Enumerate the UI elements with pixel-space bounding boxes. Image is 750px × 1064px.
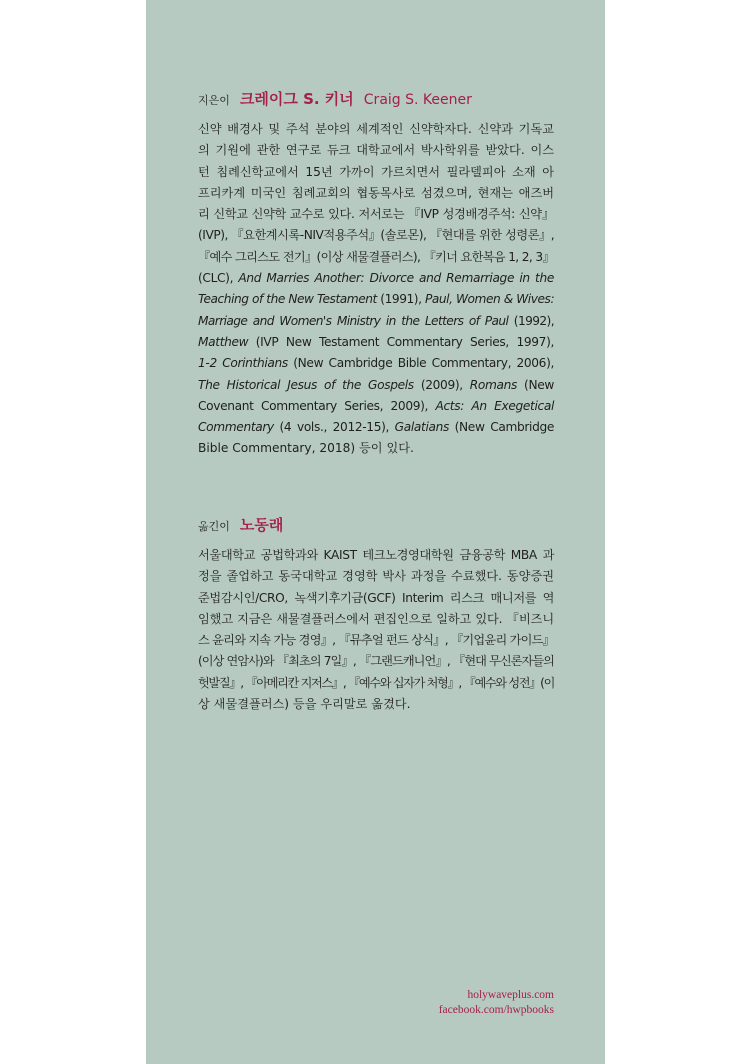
bio-text: (IVP New Testament Commentary Series, 1997), [248, 334, 554, 349]
book-title: 1-2 Corinthians [198, 356, 288, 371]
bio-text: (2009), [413, 377, 470, 392]
translator-bio [198, 545, 554, 715]
book-title: Teaching of the New Testament [198, 292, 377, 307]
bio-line: 임했고 지금은 새물결플러스에서 편집인으로 일하고 있다. 『비즈니 [198, 611, 554, 626]
translator-section [198, 514, 554, 715]
author-role-label: 지은이 [198, 94, 230, 107]
author-name-english: Craig S. Keener [363, 92, 472, 108]
bio-line: 헛발질』, 『아메리칸 지저스』, 『예수와 십자가 처형』, 『예수와 성전』(이 [198, 675, 554, 690]
author-heading [198, 88, 554, 109]
bio-text: (1991), [376, 292, 425, 307]
author-section [198, 88, 554, 460]
book-title: Galatians [394, 420, 449, 435]
bio-line: 스 윤리와 지속 가능 경영』, 『뮤추얼 펀드 상식』, 『기업윤리 가이드』 [198, 633, 555, 648]
translator-heading [198, 514, 554, 535]
book-title: Paul, Women & Wives: [424, 292, 555, 307]
bio-line: 정을 졸업하고 동국대학교 경영학 박사 과정을 수료했다. 동양증권 [198, 569, 554, 584]
bio-line: (IVP), 『요한계시록-NIV적용주석』(솔로몬), 『현대를 위한 성령론』, [198, 228, 555, 243]
bio-line [198, 353, 554, 374]
bio-line: 준법감시인/CRO, 녹색기후기금(GCF) Interim 리스크 매니저를 역 [198, 590, 554, 605]
bio-line [198, 332, 554, 353]
book-title: Matthew [198, 334, 249, 349]
bio-line: (이상 연암사)와 『최초의 7일』, 『그랜드캐니언』, 『현대 무신론자들의 [198, 654, 554, 669]
bio-line [198, 268, 554, 289]
bio-text: Covenant Commentary Series, 2009), [198, 398, 436, 413]
bio-line [198, 375, 554, 396]
author-bio [198, 119, 554, 460]
book-title: The Historical Jesus of the Gospels [198, 377, 414, 392]
bio-line [198, 417, 554, 438]
bio-text: (New Cambridge Bible Commentary, 2006), [287, 356, 554, 371]
book-title: Romans [469, 377, 518, 392]
bio-line: 『예수 그리스도 전기』(이상 새물결플러스), 『키너 요한복음 1, 2, 3』 [198, 249, 554, 264]
book-title: Acts: An Exegetical [435, 398, 554, 413]
book-title: Commentary [198, 420, 274, 435]
bio-line: 신약 배경사 및 주석 분야의 세계적인 신약학자다. 신약과 기독교 [198, 122, 554, 136]
bio-line: 턴 침례신학교에서 15년 가까이 가르치면서 필라델피아 소재 아 [198, 164, 554, 179]
bio-text: (New Cambridge [449, 420, 554, 435]
facebook-link[interactable]: facebook.com/hwpbooks [438, 1004, 554, 1016]
bio-line: 의 기원에 관한 연구로 듀크 대학교에서 박사학위를 받았다. 이스 [198, 143, 554, 158]
author-name-korean: 크레이그 S. 키너 [239, 90, 354, 108]
bio-text: (New [517, 377, 554, 392]
publisher-links [439, 988, 554, 1018]
translator-name-korean: 노동래 [239, 516, 284, 534]
bio-line: 프리카계 미국인 침례교회의 협동목사로 섬겼으며, 현재는 애즈버 [198, 185, 554, 200]
bio-line: 상 새물결플러스) 등을 우리말로 옮겼다. [198, 697, 411, 712]
bio-line: 리 신학교 신약학 교수로 있다. 저서로는 『IVP 성경배경주석: 신약』 [198, 207, 554, 222]
bio-line: Bible Commentary, 2018) 등이 있다. [198, 441, 414, 456]
bio-text: (4 vols., 2012-15), [273, 420, 395, 435]
translator-role-label: 옮긴이 [198, 520, 230, 533]
bio-text: (1992), [508, 313, 554, 328]
website-link[interactable]: holywaveplus.com [467, 989, 554, 1001]
bio-text: (CLC), [198, 271, 239, 286]
bio-line [198, 311, 554, 332]
book-title: Marriage and Women's Ministry in the Letters of Paul [198, 313, 509, 328]
bio-line [198, 289, 554, 310]
bio-line: 서울대학교 공법학과와 KAIST 테크노경영대학원 금융공학 MBA 과 [198, 548, 554, 562]
book-title: And Marries Another: Divorce and Remarriage in the [238, 271, 554, 286]
bio-line [198, 396, 554, 417]
